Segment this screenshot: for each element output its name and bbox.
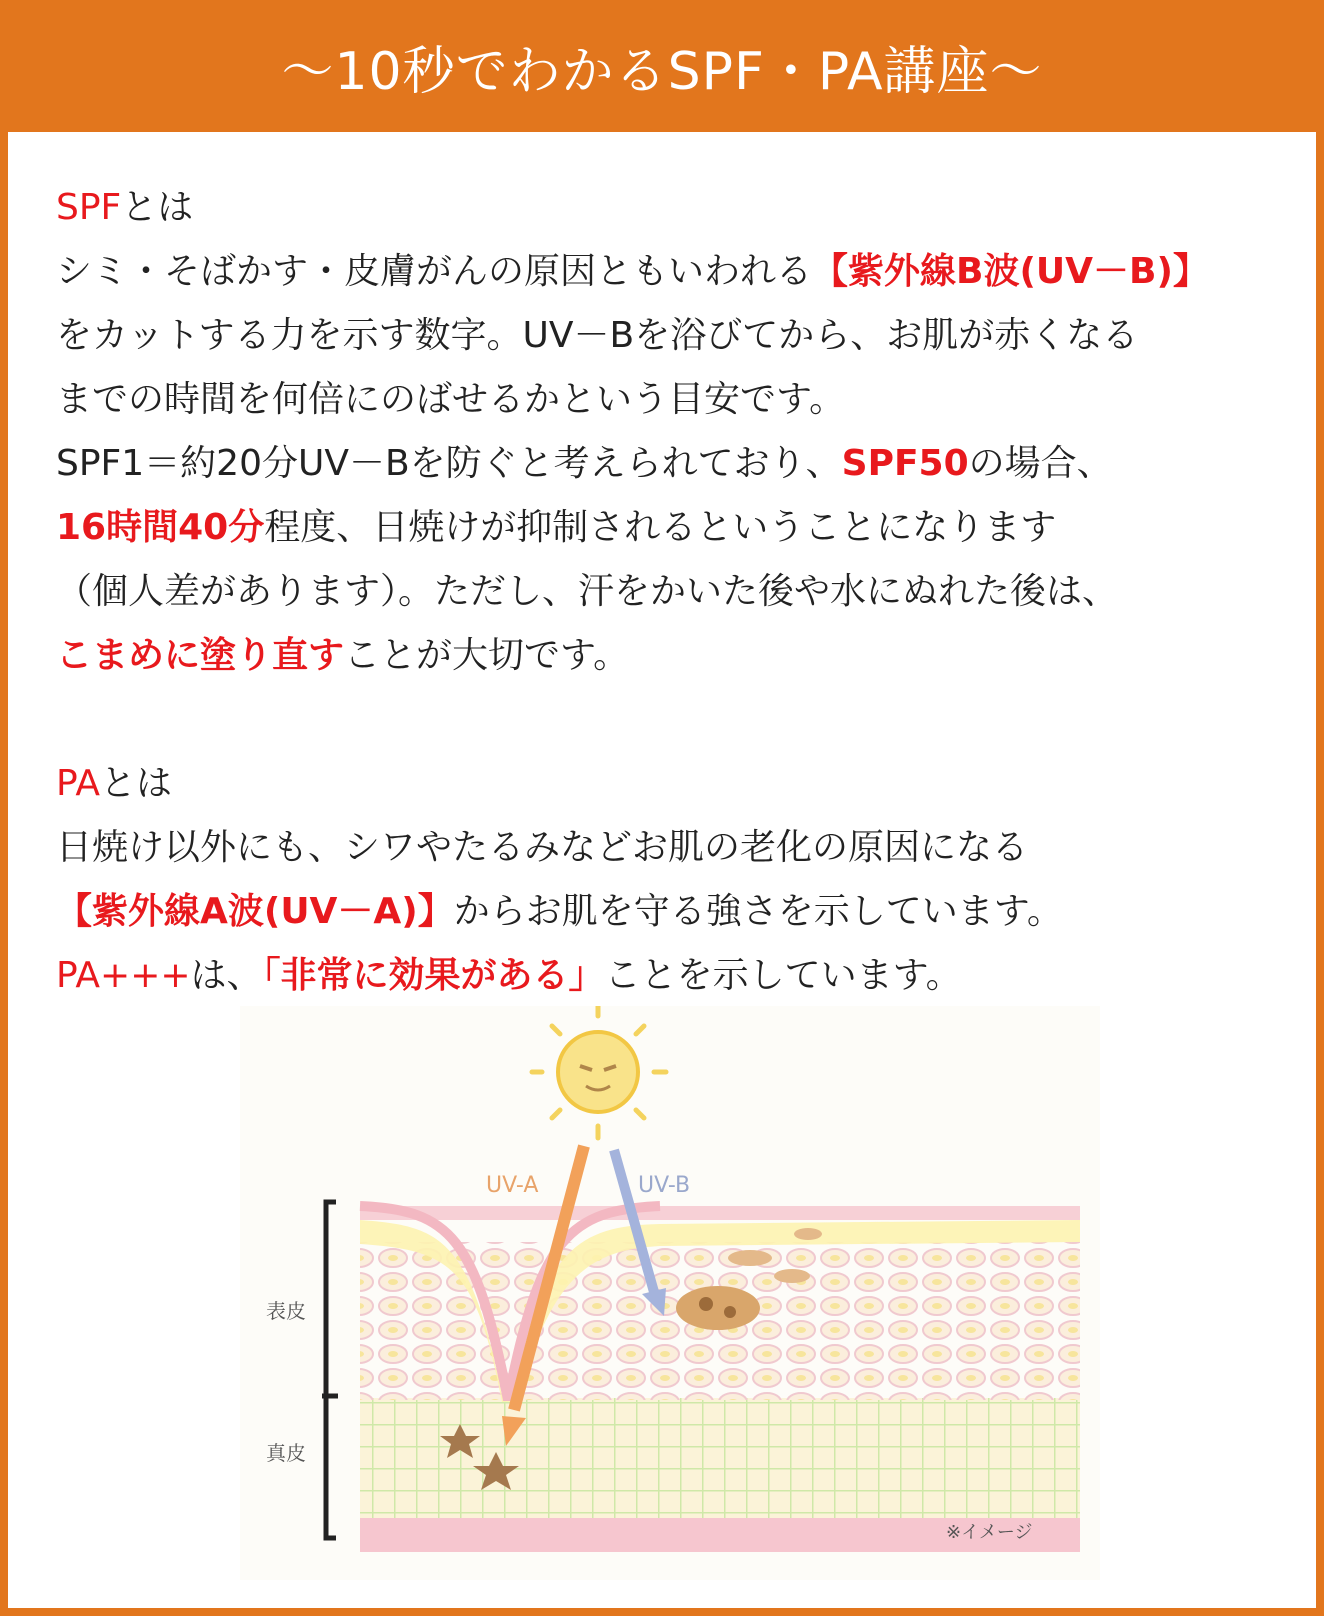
article-body: [56, 176, 1286, 1008]
dermis-label: 真皮: [266, 1441, 306, 1465]
pa-line-1: 日焼け以外にも、シワやたるみなどお肌の老化の原因になる: [56, 827, 1029, 868]
spf-line-7: こまめに塗り直すことが大切です。: [56, 635, 630, 676]
section-gap: [56, 688, 1286, 752]
page-header: [0, 0, 1324, 132]
uva-label: UV-A: [486, 1173, 539, 1198]
spf-line-3: までの時間を何倍にのばせるかという目安です。: [56, 379, 846, 420]
dermis-layer: [360, 1398, 1080, 1518]
epidermis-label: 表皮: [266, 1299, 306, 1323]
sun-icon: [532, 1006, 666, 1138]
spf-heading: SPFとは: [56, 187, 194, 228]
layer-bracket: [322, 1202, 338, 1538]
spf-line-1: シミ・そばかす・皮膚がんの原因ともいわれる【紫外線B波(UV－B)】: [56, 251, 1209, 292]
image-note: ※イメージ: [946, 1522, 1033, 1543]
page-title: ～10秒でわかるSPF・PA講座～: [281, 41, 1043, 102]
pa-heading: PAとは: [56, 763, 173, 804]
spf-line-4: SPF1＝約20分UV－Bを防ぐと考えられており、SPF50の場合、: [56, 443, 1113, 484]
spf-line-6: （個人差があります）。ただし、汗をかいた後や水にぬれた後は、: [56, 571, 1119, 612]
spf-line-2: をカットする力を示す数字。UV－Bを浴びてから、お肌が赤くなる: [56, 315, 1139, 356]
uvb-label: UV-B: [638, 1173, 691, 1198]
pa-line-3: PA+++は、「非常に効果がある」ことを示しています。: [56, 955, 962, 996]
spf-line-5: 16時間40分程度、日焼けが抑制されるということになります: [56, 507, 1057, 548]
skin-uv-illustration: [240, 1006, 1100, 1580]
pa-line-2: 【紫外線A波(UV－A)】からお肌を守る強さを示しています。: [56, 891, 1063, 932]
